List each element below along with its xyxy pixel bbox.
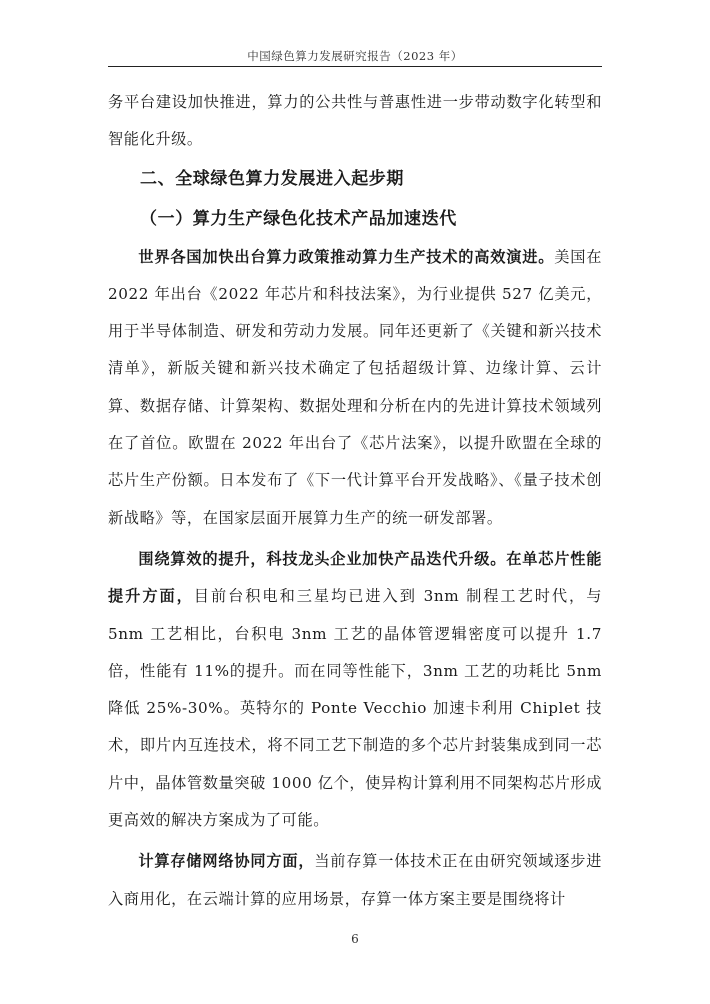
- paragraph-body-text: 美国在 2022 年出台《2022 年芯片和科技法案》，为行业提供 527 亿美元，用于半导体制造、研发和劳动力发展。同年还更新了《关键和新兴技术清单》，新版关键和新兴技术确定了包括超级计算、边缘计算、云计算、数据存储、计算架构、数据处理和分析在内的先进计算技术领域列在了首位。欧盟在 2022 年出台了《芯片法案》，以提升欧盟在全球的芯片生产份额。日本发布了《下一代计算平台开发战略》、《量子技术创新战略》等，在国家层面开展算力生产的统一研发部署。: [108, 247, 602, 527]
- header-divider: [108, 66, 602, 67]
- page-number: 6: [351, 932, 359, 946]
- paragraph-policy: [108, 239, 602, 537]
- paragraph-lead-text: 围绕算效的提升，科技龙头企业加快产品迭代升级。: [138, 549, 507, 568]
- running-header: 中国绿色算力发展研究报告（2023 年）: [247, 49, 463, 63]
- section-heading: 二、全球绿色算力发展进入起步期: [140, 168, 404, 189]
- paragraph-lead-text: 世界各国加快出台算力政策推动算力生产技术的高效演进。: [138, 247, 555, 266]
- subsection-heading: （一）算力生产绿色化技术产品加速迭代: [140, 208, 457, 229]
- paragraph-lead-text: 计算存储网络协同方面，: [138, 852, 315, 871]
- paragraph-chip-efficiency: [108, 541, 602, 839]
- paragraph-continuation: 务平台建设加快推进，算力的公共性与普惠性进一步带动数字化转型和智能化升级。: [108, 93, 602, 149]
- paragraph-body-text: 当前存算一体技术正在由研究领域逐步进入商用化，在云端计算的应用场景，存算一体方案主要是围绕将计: [108, 852, 602, 908]
- document-body: [108, 84, 602, 918]
- paragraph-sub-lead-text: 在单芯片性能提升方面，: [108, 549, 602, 606]
- paragraph-body-text: 目前台积电和三星均已进入到 3nm 制程工艺时代，与 5nm 工艺相比，台积电 3nm 工艺的晶体管逻辑密度可以提升 1.7 倍，性能有 11%的提升。而在同等性能下，3nm 工艺的功耗比 5nm 降低 25%-30%。英特尔的 Ponte Vecchio 加速卡利用 Chiplet 技术，即片内互连技术，将不同工艺下制造的多个芯片封装集成到同一芯片中，晶体管数量突破 1000 亿个，使异构计算利用不同架构芯片形成更高效的解决方案成为了可能。: [108, 587, 602, 830]
- paragraph-compute-storage: [108, 843, 602, 918]
